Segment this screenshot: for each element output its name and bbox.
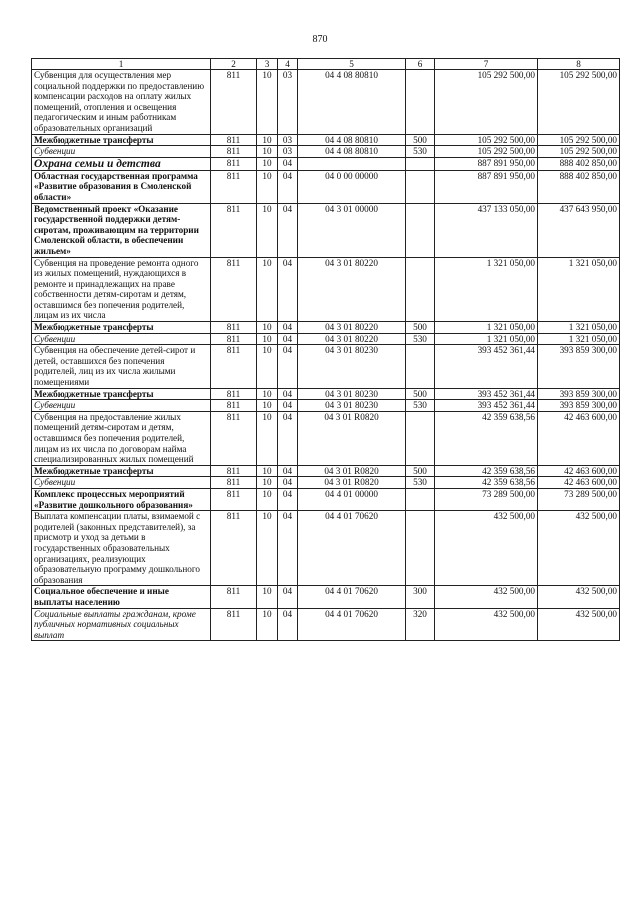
section-code: 10 bbox=[257, 488, 278, 510]
row-name: Субвенции bbox=[32, 400, 211, 412]
column-header-row bbox=[32, 59, 620, 70]
subsection-code: 04 bbox=[278, 388, 298, 400]
expense-type-code: 500 bbox=[406, 322, 435, 334]
admin-code: 811 bbox=[211, 134, 257, 146]
section-code: 10 bbox=[257, 70, 278, 135]
admin-code: 811 bbox=[211, 477, 257, 489]
row-name: Комплекс процессных мероприятий «Развитие дошкольного образования» bbox=[32, 488, 211, 510]
subsection-code: 04 bbox=[278, 170, 298, 203]
subsection-code: 03 bbox=[278, 146, 298, 158]
table-row bbox=[32, 157, 620, 170]
subsection-code: 04 bbox=[278, 203, 298, 257]
admin-code: 811 bbox=[211, 608, 257, 641]
subsection-code: 04 bbox=[278, 333, 298, 345]
table-row bbox=[32, 333, 620, 345]
row-name: Ведомственный проект «Оказание государственной поддержки детям-сиротам, проживающим на территории Смоленской области, в обеспечении жильем» bbox=[32, 203, 211, 257]
amount-year-1: 1 321 050,00 bbox=[435, 322, 538, 334]
subsection-code: 04 bbox=[278, 345, 298, 388]
subsection-code: 04 bbox=[278, 477, 298, 489]
table-row bbox=[32, 257, 620, 322]
amount-year-1: 432 500,00 bbox=[435, 608, 538, 641]
amount-year-2: 1 321 050,00 bbox=[538, 322, 620, 334]
row-name: Субвенции bbox=[32, 146, 211, 158]
admin-code: 811 bbox=[211, 388, 257, 400]
amount-year-1: 42 359 638,56 bbox=[435, 477, 538, 489]
table-row bbox=[32, 388, 620, 400]
section-code: 10 bbox=[257, 388, 278, 400]
amount-year-2: 393 859 300,00 bbox=[538, 345, 620, 388]
amount-year-1: 105 292 500,00 bbox=[435, 134, 538, 146]
target-article-code: 04 4 08 80810 bbox=[298, 146, 406, 158]
amount-year-1: 393 452 361,44 bbox=[435, 345, 538, 388]
subsection-code: 04 bbox=[278, 586, 298, 608]
section-code: 10 bbox=[257, 465, 278, 477]
amount-year-2: 888 402 850,00 bbox=[538, 170, 620, 203]
section-code: 10 bbox=[257, 146, 278, 158]
table-row bbox=[32, 586, 620, 608]
amount-year-2: 393 859 300,00 bbox=[538, 388, 620, 400]
amount-year-1: 73 289 500,00 bbox=[435, 488, 538, 510]
admin-code: 811 bbox=[211, 488, 257, 510]
row-name: Межбюджетные трансферты bbox=[32, 465, 211, 477]
table-row bbox=[32, 134, 620, 146]
target-article-code: 04 3 01 R0820 bbox=[298, 465, 406, 477]
admin-code: 811 bbox=[211, 345, 257, 388]
amount-year-1: 432 500,00 bbox=[435, 586, 538, 608]
section-code: 10 bbox=[257, 345, 278, 388]
table-row bbox=[32, 146, 620, 158]
section-code: 10 bbox=[257, 322, 278, 334]
table-row bbox=[32, 400, 620, 412]
subsection-code: 03 bbox=[278, 134, 298, 146]
target-article-code: 04 4 01 70620 bbox=[298, 608, 406, 641]
expense-type-code bbox=[406, 257, 435, 322]
table-row bbox=[32, 608, 620, 641]
row-name: Выплата компенсации платы, взимаемой с родителей (законных представителей), за присмотр и уход за детьми в государственных образовательных организациях, реализующих образовательную программу дошкольного образования bbox=[32, 511, 211, 586]
expense-type-code: 530 bbox=[406, 477, 435, 489]
section-code: 10 bbox=[257, 170, 278, 203]
amount-year-2: 437 643 950,00 bbox=[538, 203, 620, 257]
table-row bbox=[32, 345, 620, 388]
expense-type-code: 530 bbox=[406, 400, 435, 412]
subsection-code: 04 bbox=[278, 157, 298, 170]
table-row bbox=[32, 322, 620, 334]
section-code: 10 bbox=[257, 608, 278, 641]
column-header: 5 bbox=[298, 59, 406, 70]
section-code: 10 bbox=[257, 586, 278, 608]
table-row bbox=[32, 70, 620, 135]
admin-code: 811 bbox=[211, 465, 257, 477]
target-article-code: 04 3 01 80220 bbox=[298, 257, 406, 322]
section-code: 10 bbox=[257, 411, 278, 465]
subsection-code: 04 bbox=[278, 511, 298, 586]
amount-year-1: 887 891 950,00 bbox=[435, 157, 538, 170]
amount-year-2: 432 500,00 bbox=[538, 511, 620, 586]
target-article-code bbox=[298, 157, 406, 170]
target-article-code: 04 3 01 R0820 bbox=[298, 411, 406, 465]
target-article-code: 04 3 01 80230 bbox=[298, 388, 406, 400]
page-number: 870 bbox=[312, 34, 328, 45]
row-name: Субвенция для осуществления мер социальной поддержки по предоставлению компенсации расходов на оплату жилых помещений, отопления и освещения педагогическим и иным работникам образовательных организаций bbox=[32, 70, 211, 135]
admin-code: 811 bbox=[211, 70, 257, 135]
amount-year-2: 105 292 500,00 bbox=[538, 70, 620, 135]
target-article-code: 04 4 01 70620 bbox=[298, 586, 406, 608]
expense-type-code: 320 bbox=[406, 608, 435, 641]
admin-code: 811 bbox=[211, 322, 257, 334]
expense-type-code bbox=[406, 411, 435, 465]
row-name: Областная государственная программа «Развитие образования в Смоленской области» bbox=[32, 170, 211, 203]
amount-year-2: 432 500,00 bbox=[538, 586, 620, 608]
admin-code: 811 bbox=[211, 170, 257, 203]
subsection-code: 04 bbox=[278, 608, 298, 641]
column-header: 4 bbox=[278, 59, 298, 70]
expense-type-code bbox=[406, 511, 435, 586]
target-article-code: 04 0 00 00000 bbox=[298, 170, 406, 203]
admin-code: 811 bbox=[211, 511, 257, 586]
amount-year-1: 432 500,00 bbox=[435, 511, 538, 586]
expense-type-code: 500 bbox=[406, 388, 435, 400]
amount-year-1: 105 292 500,00 bbox=[435, 146, 538, 158]
expense-type-code bbox=[406, 70, 435, 135]
target-article-code: 04 3 01 80220 bbox=[298, 333, 406, 345]
admin-code: 811 bbox=[211, 333, 257, 345]
column-header: 2 bbox=[211, 59, 257, 70]
expense-type-code bbox=[406, 157, 435, 170]
row-name: Межбюджетные трансферты bbox=[32, 134, 211, 146]
admin-code: 811 bbox=[211, 411, 257, 465]
amount-year-2: 42 463 600,00 bbox=[538, 477, 620, 489]
table-row bbox=[32, 411, 620, 465]
section-code: 10 bbox=[257, 333, 278, 345]
admin-code: 811 bbox=[211, 586, 257, 608]
row-name: Межбюджетные трансферты bbox=[32, 322, 211, 334]
amount-year-2: 42 463 600,00 bbox=[538, 465, 620, 477]
amount-year-1: 437 133 050,00 bbox=[435, 203, 538, 257]
amount-year-1: 42 359 638,56 bbox=[435, 411, 538, 465]
column-header: 3 bbox=[257, 59, 278, 70]
budget-table bbox=[31, 58, 620, 641]
table-row bbox=[32, 511, 620, 586]
amount-year-2: 888 402 850,00 bbox=[538, 157, 620, 170]
target-article-code: 04 3 01 80220 bbox=[298, 322, 406, 334]
target-article-code: 04 3 01 80230 bbox=[298, 345, 406, 388]
target-article-code: 04 3 01 80230 bbox=[298, 400, 406, 412]
amount-year-1: 393 452 361,44 bbox=[435, 400, 538, 412]
expense-type-code: 500 bbox=[406, 465, 435, 477]
subsection-code: 03 bbox=[278, 70, 298, 135]
column-header: 8 bbox=[538, 59, 620, 70]
amount-year-2: 73 289 500,00 bbox=[538, 488, 620, 510]
expense-type-code: 530 bbox=[406, 333, 435, 345]
section-code: 10 bbox=[257, 400, 278, 412]
subsection-code: 04 bbox=[278, 488, 298, 510]
expense-type-code bbox=[406, 170, 435, 203]
amount-year-2: 105 292 500,00 bbox=[538, 146, 620, 158]
table-row bbox=[32, 477, 620, 489]
subsection-code: 04 bbox=[278, 257, 298, 322]
amount-year-2: 393 859 300,00 bbox=[538, 400, 620, 412]
row-name: Субвенции bbox=[32, 477, 211, 489]
row-name: Межбюджетные трансферты bbox=[32, 388, 211, 400]
expense-type-code bbox=[406, 488, 435, 510]
subsection-code: 04 bbox=[278, 322, 298, 334]
admin-code: 811 bbox=[211, 157, 257, 170]
row-name: Субвенция на проведение ремонта одного из жилых помещений, нуждающихся в ремонте и принадлежащих на праве собственности детям-сиротам и детям, оставшимся без попечения родителей, лицам из их числа bbox=[32, 257, 211, 322]
admin-code: 811 bbox=[211, 400, 257, 412]
amount-year-1: 887 891 950,00 bbox=[435, 170, 538, 203]
amount-year-1: 1 321 050,00 bbox=[435, 333, 538, 345]
expense-type-code: 530 bbox=[406, 146, 435, 158]
target-article-code: 04 4 01 00000 bbox=[298, 488, 406, 510]
expense-type-code: 500 bbox=[406, 134, 435, 146]
amount-year-2: 1 321 050,00 bbox=[538, 257, 620, 322]
amount-year-2: 1 321 050,00 bbox=[538, 333, 620, 345]
section-code: 10 bbox=[257, 157, 278, 170]
target-article-code: 04 3 01 R0820 bbox=[298, 477, 406, 489]
row-name: Субвенция на обеспечение детей-сирот и детей, оставшихся без попечения родителей, лиц из их числа жилыми помещениями bbox=[32, 345, 211, 388]
table-row bbox=[32, 488, 620, 510]
amount-year-1: 42 359 638,56 bbox=[435, 465, 538, 477]
target-article-code: 04 4 01 70620 bbox=[298, 511, 406, 586]
section-code: 10 bbox=[257, 257, 278, 322]
table-row bbox=[32, 170, 620, 203]
target-article-code: 04 3 01 00000 bbox=[298, 203, 406, 257]
row-name: Социальное обеспечение и иные выплаты населению bbox=[32, 586, 211, 608]
row-name: Социальные выплаты гражданам, кроме публичных нормативных социальных выплат bbox=[32, 608, 211, 641]
row-name: Субвенция на предоставление жилых помещений детям-сиротам и детям, оставшимся без попечения родителей, лицам из их числа по договорам найма специализированных жилых помещений bbox=[32, 411, 211, 465]
section-code: 10 bbox=[257, 203, 278, 257]
admin-code: 811 bbox=[211, 257, 257, 322]
table-body bbox=[32, 70, 620, 641]
subsection-code: 04 bbox=[278, 465, 298, 477]
amount-year-1: 105 292 500,00 bbox=[435, 70, 538, 135]
section-code: 10 bbox=[257, 511, 278, 586]
subsection-code: 04 bbox=[278, 400, 298, 412]
subsection-code: 04 bbox=[278, 411, 298, 465]
admin-code: 811 bbox=[211, 146, 257, 158]
expense-type-code bbox=[406, 203, 435, 257]
table-row bbox=[32, 203, 620, 257]
expense-type-code bbox=[406, 345, 435, 388]
section-code: 10 bbox=[257, 134, 278, 146]
table-row bbox=[32, 465, 620, 477]
amount-year-1: 1 321 050,00 bbox=[435, 257, 538, 322]
section-code: 10 bbox=[257, 477, 278, 489]
column-header: 7 bbox=[435, 59, 538, 70]
admin-code: 811 bbox=[211, 203, 257, 257]
row-name: Субвенции bbox=[32, 333, 211, 345]
expense-type-code: 300 bbox=[406, 586, 435, 608]
row-name: Охрана семьи и детства bbox=[32, 157, 211, 170]
target-article-code: 04 4 08 80810 bbox=[298, 70, 406, 135]
column-header: 6 bbox=[406, 59, 435, 70]
target-article-code: 04 4 08 80810 bbox=[298, 134, 406, 146]
amount-year-2: 42 463 600,00 bbox=[538, 411, 620, 465]
amount-year-2: 105 292 500,00 bbox=[538, 134, 620, 146]
column-header: 1 bbox=[32, 59, 211, 70]
amount-year-2: 432 500,00 bbox=[538, 608, 620, 641]
amount-year-1: 393 452 361,44 bbox=[435, 388, 538, 400]
